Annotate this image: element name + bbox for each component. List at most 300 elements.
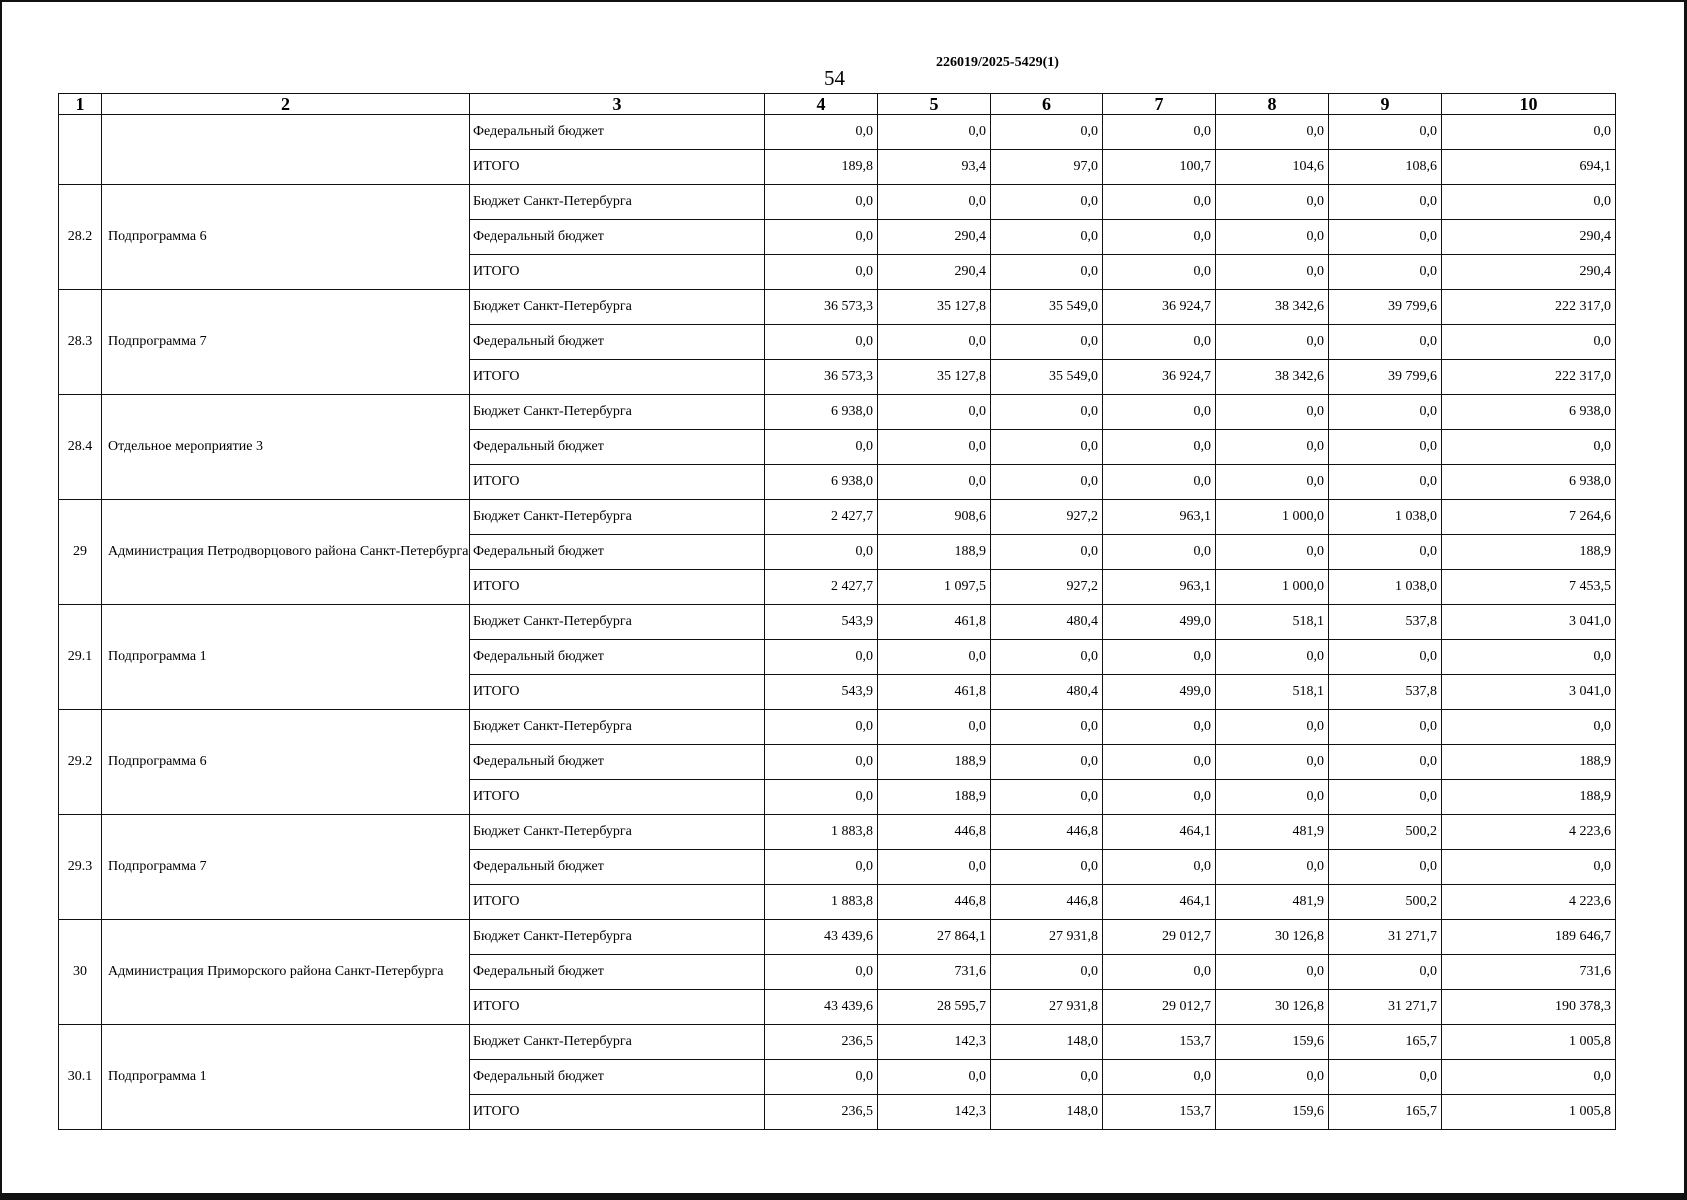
value-cell [878,465,991,500]
funding-source-cell: Федеральный бюджет [470,430,765,465]
value-cell [765,990,878,1025]
value-text: 0,0 [1080,229,1098,244]
value-cell [991,675,1103,710]
value-text: 0,0 [1193,789,1211,804]
item-name-cell: Подпрограмма 6 [102,185,470,290]
value-text: 6 938,0 [1569,404,1611,419]
value-cell [1103,255,1216,290]
value-text: 1 038,0 [1395,579,1437,594]
value-cell [765,465,878,500]
value-text: 0,0 [1080,859,1098,874]
value-text: 0,0 [1193,544,1211,559]
value-text: 0,0 [1419,1069,1437,1084]
value-cell [1442,150,1616,185]
value-cell [1216,535,1329,570]
value-cell [1329,185,1442,220]
funding-source-cell: ИТОГО [470,570,765,605]
value-cell [1103,430,1216,465]
value-cell [1216,150,1329,185]
value-cell [1216,780,1329,815]
item-name-cell: Подпрограмма 1 [102,605,470,710]
value-cell [1329,255,1442,290]
table-row [59,290,1616,325]
item-number-cell: 28.4 [59,395,102,500]
value-cell [991,535,1103,570]
table-row [59,920,1616,955]
value-cell [991,220,1103,255]
value-text: 0,0 [1419,719,1437,734]
value-cell [991,500,1103,535]
item-name-cell: Подпрограмма 6 [102,710,470,815]
value-cell [765,535,878,570]
value-cell [765,1025,878,1060]
value-text: 0,0 [1080,1069,1098,1084]
value-text: 963,1 [1179,509,1211,524]
value-text: 927,2 [1066,579,1098,594]
value-cell [1329,1025,1442,1060]
value-text: 93,4 [961,159,986,174]
value-text: 0,0 [1306,264,1324,279]
column-header: 7 [1103,94,1216,115]
value-cell [1216,640,1329,675]
value-cell [878,1025,991,1060]
value-text: 0,0 [1306,439,1324,454]
value-cell [1442,885,1616,920]
value-text: 100,7 [1179,159,1211,174]
value-text: 4 223,6 [1569,894,1611,909]
value-cell [1216,990,1329,1025]
value-text: 0,0 [1193,719,1211,734]
value-text: 0,0 [1419,264,1437,279]
value-text: 0,0 [1193,194,1211,209]
value-text: 1 883,8 [831,894,873,909]
value-cell [1103,395,1216,430]
item-name-cell: Подпрограмма 1 [102,1025,470,1130]
value-text: 461,8 [954,684,986,699]
value-cell [1216,850,1329,885]
value-cell [878,115,991,150]
value-cell [991,570,1103,605]
value-text: 0,0 [1306,1069,1324,1084]
value-text: 518,1 [1292,684,1324,699]
value-text: 0,0 [1193,124,1211,139]
value-cell [1216,920,1329,955]
funding-source-cell: Бюджет Санкт-Петербурга [470,395,765,430]
value-cell [765,360,878,395]
value-cell [1103,990,1216,1025]
value-text: 35 549,0 [1049,299,1098,314]
value-cell [1216,1060,1329,1095]
value-text: 481,9 [1292,824,1324,839]
value-cell [1103,115,1216,150]
value-cell [1216,185,1329,220]
value-text: 0,0 [968,474,986,489]
value-cell [1216,395,1329,430]
page-border-left [0,0,2,1200]
value-text: 165,7 [1405,1034,1437,1049]
value-text: 1 000,0 [1282,579,1324,594]
value-cell [1442,745,1616,780]
value-cell [878,850,991,885]
value-text: 189,8 [841,159,873,174]
value-text: 0,0 [1193,439,1211,454]
funding-source-cell: Бюджет Санкт-Петербурга [470,1025,765,1060]
table-row [59,710,1616,745]
table-row [59,395,1616,430]
funding-source-cell: Федеральный бюджет [470,640,765,675]
value-text: 0,0 [1593,1069,1611,1084]
value-cell [1103,1060,1216,1095]
value-text: 0,0 [1080,754,1098,769]
value-text: 0,0 [1193,229,1211,244]
value-cell [765,745,878,780]
value-cell [1103,885,1216,920]
column-header: 1 [59,94,102,115]
value-cell [878,500,991,535]
value-cell [1216,430,1329,465]
value-cell [765,185,878,220]
funding-source-cell: ИТОГО [470,255,765,290]
value-text: 731,6 [1579,964,1611,979]
value-cell [1442,990,1616,1025]
value-cell [1103,955,1216,990]
funding-source-cell: Бюджет Санкт-Петербурга [470,290,765,325]
column-number-row [59,94,1616,115]
value-text: 1 097,5 [944,579,986,594]
value-cell [1216,675,1329,710]
funding-source-cell: ИТОГО [470,150,765,185]
value-text: 29 012,7 [1162,929,1211,944]
value-text: 108,6 [1405,159,1437,174]
value-cell [765,710,878,745]
value-text: 27 931,8 [1049,929,1098,944]
value-cell [878,395,991,430]
value-text: 0,0 [1306,719,1324,734]
value-text: 222 317,0 [1555,299,1611,314]
value-text: 0,0 [968,719,986,734]
value-text: 222 317,0 [1555,369,1611,384]
value-cell [1442,395,1616,430]
value-cell [1329,360,1442,395]
value-cell [991,710,1103,745]
value-text: 0,0 [1080,194,1098,209]
value-text: 464,1 [1179,894,1211,909]
value-text: 543,9 [841,684,873,699]
value-cell [1216,570,1329,605]
value-cell [1329,780,1442,815]
value-cell [765,885,878,920]
item-number-cell: 30 [59,920,102,1025]
value-cell [1442,500,1616,535]
value-text: 446,8 [1066,894,1098,909]
value-cell [1442,675,1616,710]
value-text: 0,0 [1193,859,1211,874]
value-text: 694,1 [1579,159,1611,174]
value-text: 31 271,7 [1388,929,1437,944]
value-text: 142,3 [954,1034,986,1049]
value-text: 290,4 [954,229,986,244]
value-text: 159,6 [1292,1104,1324,1119]
item-number-cell: 29.3 [59,815,102,920]
value-cell [1329,640,1442,675]
value-text: 0,0 [1593,334,1611,349]
value-cell [878,255,991,290]
value-text: 446,8 [954,824,986,839]
value-text: 148,0 [1066,1034,1098,1049]
value-text: 6 938,0 [831,474,873,489]
value-text: 2 427,7 [831,579,873,594]
value-cell [765,640,878,675]
value-text: 0,0 [1419,194,1437,209]
value-text: 0,0 [1080,404,1098,419]
value-cell [1329,570,1442,605]
value-text: 0,0 [1593,649,1611,664]
value-text: 104,6 [1292,159,1324,174]
value-cell [1103,1095,1216,1130]
value-cell [991,1060,1103,1095]
value-cell [1103,185,1216,220]
value-cell [1442,360,1616,395]
value-cell [1329,395,1442,430]
funding-source-cell: ИТОГО [470,1095,765,1130]
value-text: 464,1 [1179,824,1211,839]
table-row [59,605,1616,640]
funding-source-cell: Бюджет Санкт-Петербурга [470,500,765,535]
value-cell [765,290,878,325]
value-text: 0,0 [1080,719,1098,734]
value-text: 927,2 [1066,509,1098,524]
value-cell [878,885,991,920]
value-text: 0,0 [1080,789,1098,804]
value-text: 188,9 [1579,754,1611,769]
page-border-bottom [0,1193,1687,1200]
value-text: 6 938,0 [831,404,873,419]
value-cell [765,150,878,185]
item-number-cell: 28.2 [59,185,102,290]
value-text: 0,0 [1306,859,1324,874]
value-text: 500,2 [1405,894,1437,909]
value-cell [765,850,878,885]
column-header: 9 [1329,94,1442,115]
value-cell [1216,1025,1329,1060]
value-cell [878,150,991,185]
value-cell [1442,185,1616,220]
value-text: 0,0 [968,334,986,349]
value-text: 0,0 [968,649,986,664]
value-cell [1442,780,1616,815]
value-text: 0,0 [1306,404,1324,419]
value-text: 0,0 [855,754,873,769]
value-text: 39 799,6 [1388,369,1437,384]
value-cell [878,185,991,220]
value-text: 97,0 [1073,159,1098,174]
value-cell [765,115,878,150]
value-cell [991,150,1103,185]
value-cell [991,885,1103,920]
value-cell [1329,675,1442,710]
value-text: 731,6 [954,964,986,979]
value-text: 0,0 [855,1069,873,1084]
value-cell [1216,220,1329,255]
value-cell [1216,1095,1329,1130]
value-text: 36 924,7 [1162,369,1211,384]
value-text: 0,0 [1419,754,1437,769]
value-cell [878,780,991,815]
value-cell [765,675,878,710]
value-text: 518,1 [1292,614,1324,629]
value-text: 0,0 [1593,859,1611,874]
value-text: 0,0 [1306,124,1324,139]
value-cell [1442,1095,1616,1130]
value-cell [1329,150,1442,185]
value-text: 0,0 [1419,404,1437,419]
value-cell [1329,430,1442,465]
value-text: 188,9 [954,754,986,769]
item-number-cell: 30.1 [59,1025,102,1130]
value-cell [1216,815,1329,850]
value-text: 499,0 [1179,684,1211,699]
value-text: 0,0 [855,439,873,454]
value-text: 0,0 [1593,719,1611,734]
value-cell [1103,290,1216,325]
value-text: 0,0 [968,439,986,454]
value-text: 0,0 [968,194,986,209]
value-text: 446,8 [1066,824,1098,839]
value-cell [878,815,991,850]
value-cell [991,640,1103,675]
value-text: 0,0 [1080,544,1098,559]
value-cell [1216,605,1329,640]
value-cell [1442,955,1616,990]
value-cell [1442,220,1616,255]
funding-source-cell: Федеральный бюджет [470,535,765,570]
value-text: 0,0 [1080,264,1098,279]
value-text: 0,0 [1193,754,1211,769]
value-cell [991,255,1103,290]
value-cell [1103,570,1216,605]
value-text: 7 264,6 [1569,509,1611,524]
value-cell [1103,710,1216,745]
value-cell [1216,955,1329,990]
value-cell [1329,990,1442,1025]
value-cell [1329,325,1442,360]
value-cell [1329,815,1442,850]
funding-source-cell: Бюджет Санкт-Петербурга [470,815,765,850]
column-header: 8 [1216,94,1329,115]
value-cell [1103,815,1216,850]
value-text: 35 549,0 [1049,369,1098,384]
value-text: 142,3 [954,1104,986,1119]
value-text: 36 924,7 [1162,299,1211,314]
value-cell [765,1060,878,1095]
value-cell [1442,815,1616,850]
table-row [59,815,1616,850]
table-body [59,115,1616,1130]
table-row [59,185,1616,220]
value-text: 0,0 [1306,544,1324,559]
value-cell [1216,465,1329,500]
value-text: 0,0 [855,649,873,664]
value-text: 0,0 [1593,194,1611,209]
value-text: 290,4 [1579,264,1611,279]
value-cell [878,570,991,605]
funding-source-cell: ИТОГО [470,360,765,395]
value-text: 6 938,0 [1569,474,1611,489]
item-name-cell: Подпрограмма 7 [102,290,470,395]
value-cell [765,780,878,815]
column-header: 6 [991,94,1103,115]
value-cell [878,220,991,255]
value-cell [1442,920,1616,955]
value-cell [991,920,1103,955]
value-cell [878,955,991,990]
value-cell [878,640,991,675]
value-text: 188,9 [954,789,986,804]
value-text: 1 005,8 [1569,1104,1611,1119]
value-cell [1442,465,1616,500]
item-name-cell: Отдельное мероприятие 3 [102,395,470,500]
value-text: 461,8 [954,614,986,629]
funding-source-cell: Федеральный бюджет [470,220,765,255]
value-text: 0,0 [855,334,873,349]
value-cell [878,360,991,395]
value-cell [765,325,878,360]
value-text: 190 378,3 [1555,999,1611,1014]
value-cell [991,290,1103,325]
value-text: 0,0 [1193,334,1211,349]
value-text: 0,0 [855,229,873,244]
value-cell [1329,535,1442,570]
column-header: 2 [102,94,470,115]
value-cell [1103,745,1216,780]
value-text: 0,0 [1306,229,1324,244]
value-text: 28 595,7 [937,999,986,1014]
value-text: 0,0 [855,544,873,559]
value-text: 0,0 [1419,229,1437,244]
value-cell [1442,255,1616,290]
funding-source-cell: Бюджет Санкт-Петербурга [470,185,765,220]
value-text: 4 223,6 [1569,824,1611,839]
funding-source-cell: ИТОГО [470,465,765,500]
value-cell [1103,535,1216,570]
value-cell [1442,710,1616,745]
value-text: 0,0 [1593,439,1611,454]
value-text: 537,8 [1405,684,1437,699]
value-cell [1329,885,1442,920]
funding-source-cell: Федеральный бюджет [470,850,765,885]
value-cell [878,535,991,570]
value-cell [1216,325,1329,360]
value-text: 189 646,7 [1555,929,1611,944]
value-text: 1 000,0 [1282,509,1324,524]
funding-source-cell: Федеральный бюджет [470,115,765,150]
value-cell [991,605,1103,640]
value-cell [1216,500,1329,535]
value-cell [765,220,878,255]
value-cell [1442,325,1616,360]
value-text: 0,0 [1306,789,1324,804]
value-cell [1103,220,1216,255]
value-text: 0,0 [855,859,873,874]
value-cell [878,605,991,640]
value-cell [991,780,1103,815]
value-cell [878,920,991,955]
value-cell [991,815,1103,850]
value-cell [878,675,991,710]
value-text: 0,0 [1306,474,1324,489]
value-text: 446,8 [954,894,986,909]
value-cell [1442,640,1616,675]
